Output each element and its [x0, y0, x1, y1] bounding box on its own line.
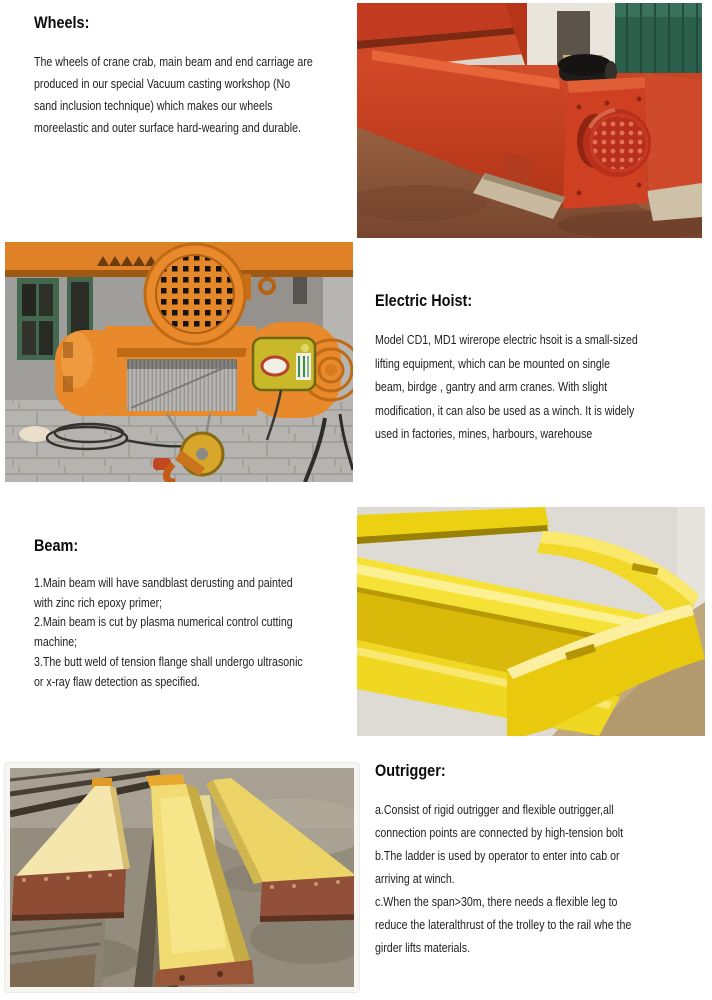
- text-line: sand inclusion technique) which makes our wheels: [34, 99, 273, 113]
- text-line: lifting equipment, which can be mounted on single: [375, 356, 611, 371]
- yellow-beam-illustration: [357, 507, 705, 736]
- text-line: The wheels of crane crab, main beam and end carriage are: [34, 55, 313, 69]
- outrigger-body: [375, 799, 631, 960]
- beam-heading: Beam:: [34, 536, 79, 555]
- wheels-section: [34, 12, 313, 139]
- beam-section: [34, 535, 303, 692]
- beam-body: [34, 574, 303, 692]
- text-line: or x-ray flaw detection as specified.: [34, 674, 200, 689]
- wheels-heading: Wheels:: [34, 13, 90, 32]
- end-carriage-illustration: [357, 3, 702, 238]
- outrigger-photo: [5, 763, 359, 992]
- beam-photo: [357, 507, 705, 736]
- outrigger-section: [375, 760, 631, 960]
- text-line: produced in our special Vacuum casting workshop (No: [34, 77, 291, 91]
- text-line: modification, it can also be used as a winch. It is widely: [375, 403, 635, 418]
- outrigger-heading: Outrigger:: [375, 761, 446, 780]
- text-line: machine;: [34, 635, 78, 650]
- text-line: Model CD1, MD1 wirerope electric hsoit is a small-sized: [375, 333, 638, 347]
- wheels-photo: [357, 3, 702, 238]
- text-line: used in factories, mines, harbours, warehouse: [375, 427, 593, 441]
- text-line: 1.Main beam will have sandblast derusting and painted: [34, 576, 293, 590]
- electric-hoist-body: [375, 329, 638, 447]
- text-line: 3.The butt weld of tension flange shall undergo ultrasonic: [34, 654, 303, 669]
- text-line: with zinc rich epoxy primer;: [34, 595, 163, 610]
- text-line: b.The ladder is used by operator to enter into cab or: [375, 849, 620, 863]
- text-line: a.Consist of rigid outrigger and flexible outrigger,all: [375, 803, 614, 817]
- text-line: moreelastic and outer surface hard-wearing and durable.: [34, 121, 301, 135]
- text-line: 2.Main beam is cut by plasma numerical control cutting: [34, 615, 293, 630]
- wheels-body: [34, 51, 313, 139]
- text-line: beam, birdge , gantry and arm cranes. With slight: [375, 380, 608, 394]
- text-line: reduce the lateralthrust of the trolley to the rail whe the: [375, 918, 632, 932]
- electric-hoist-illustration: [5, 242, 353, 482]
- electric-hoist-photo: [5, 242, 353, 482]
- text-line: connection points are connected by high-tension bolt: [375, 826, 624, 840]
- electric-hoist-section: [375, 290, 638, 447]
- text-line: arriving at winch.: [375, 872, 455, 886]
- outrigger-beams-illustration: [10, 768, 354, 987]
- text-line: girder lifts materials.: [375, 941, 471, 955]
- text-line: c.When the span>30m, there needs a flexible leg to: [375, 895, 618, 909]
- electric-hoist-heading: Electric Hoist:: [375, 291, 473, 310]
